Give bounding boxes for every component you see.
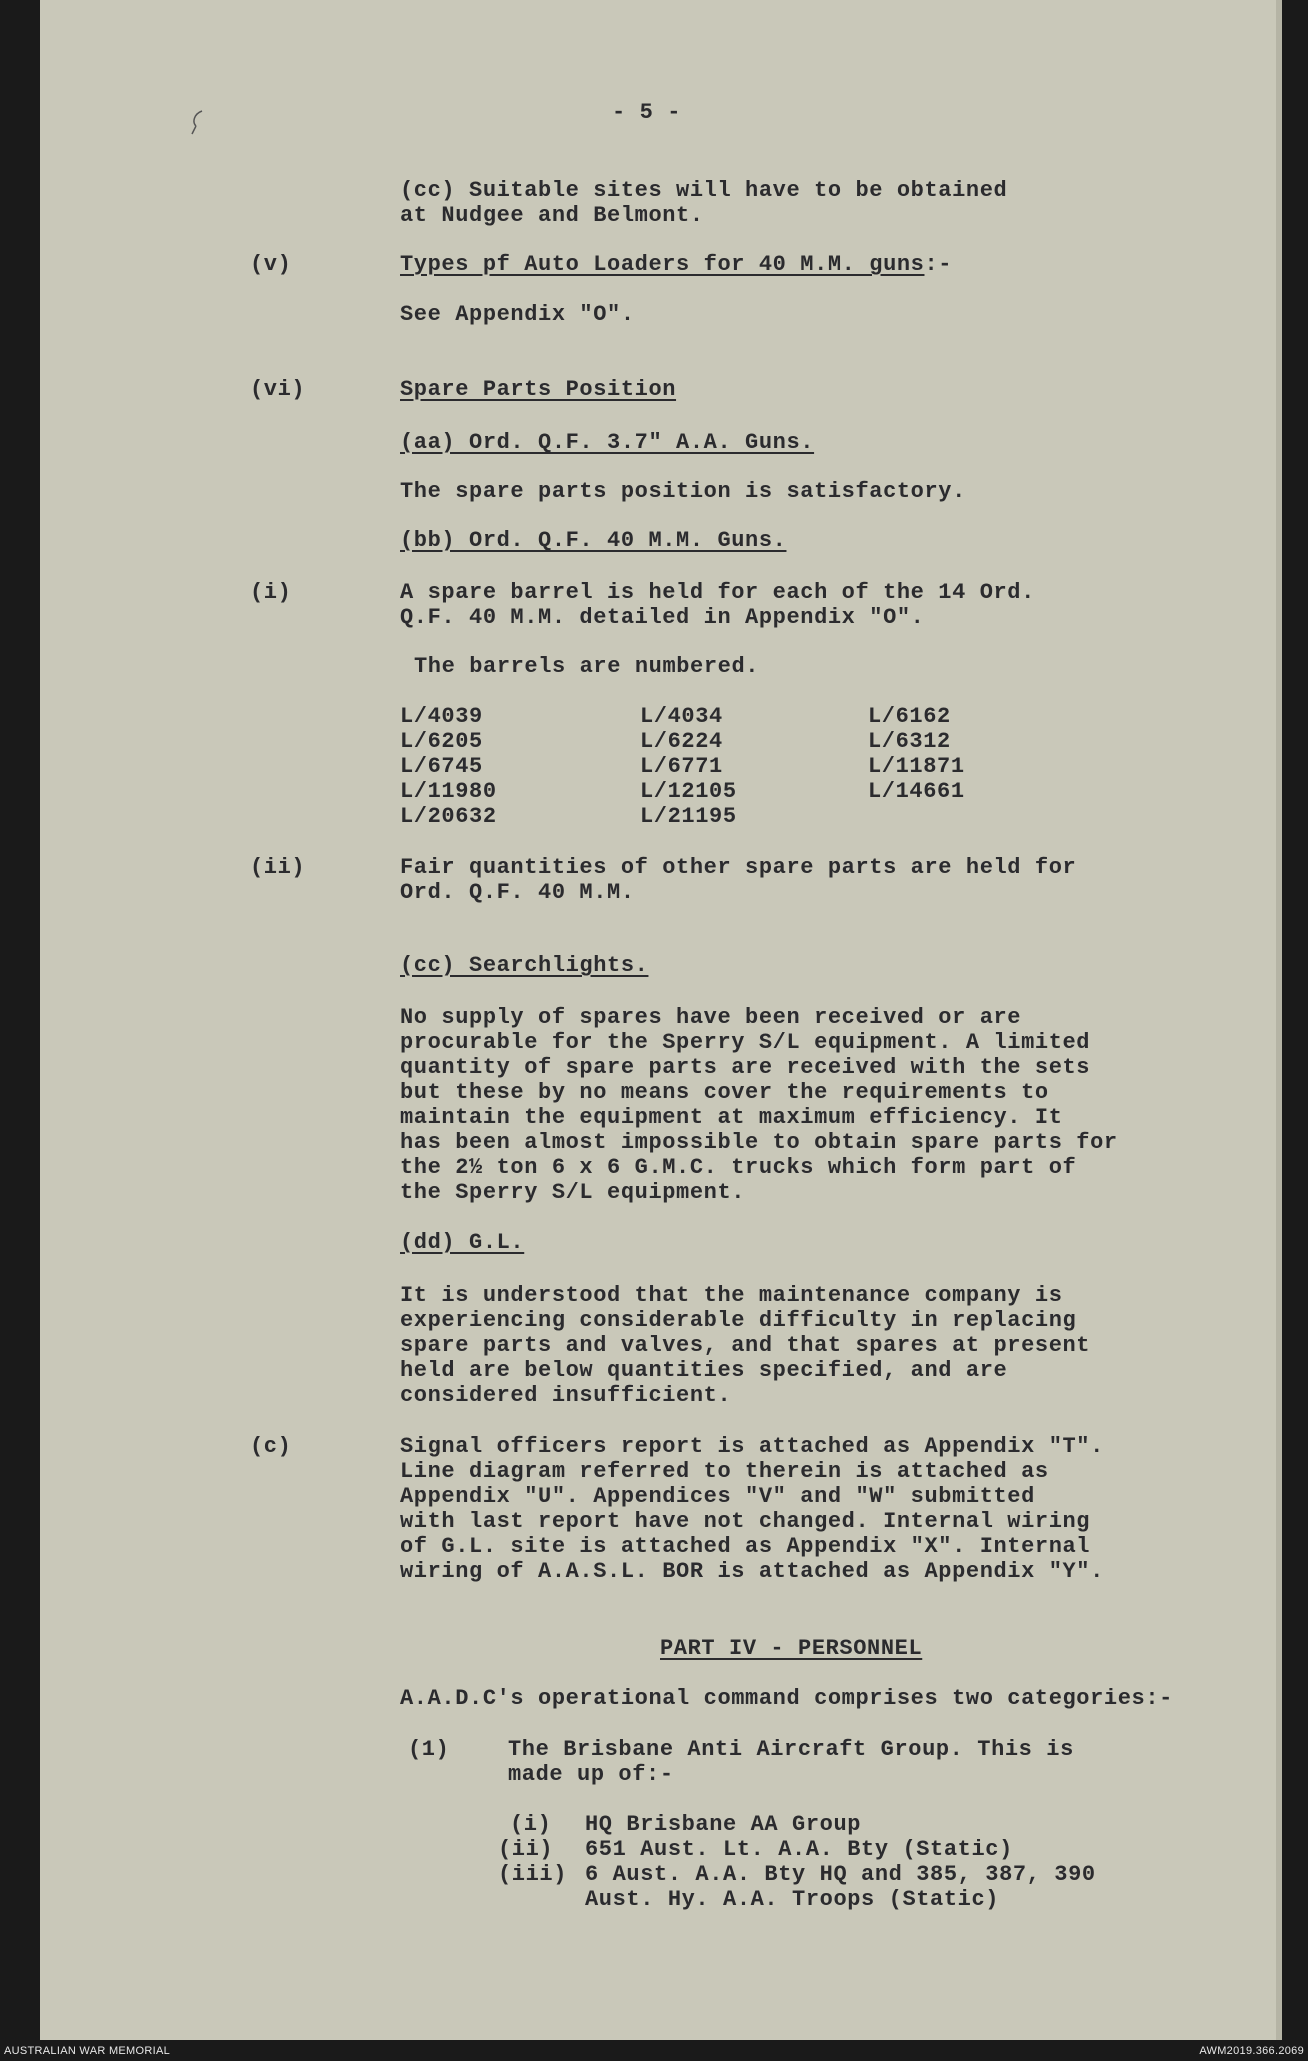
item-ii-line1: Fair quantities of other spare parts are held for (400, 855, 1077, 880)
item-vi-marker: (vi) (250, 377, 306, 402)
barrel-number: L/6312 (868, 729, 951, 754)
sub-item-text: HQ Brisbane AA Group (585, 1812, 862, 1837)
footer-left: AUSTRALIAN WAR MEMORIAL (4, 2045, 171, 2057)
footer-right: AWM2019.366.2069 (1199, 2045, 1304, 2057)
gl-title: (dd) G.L. (400, 1230, 525, 1255)
sub-item-text: Aust. Hy. A.A. Troops (Static) (585, 1887, 1000, 1912)
gl-body: It is understood that the maintenance company is experiencing considerable difficulty in replacing spare parts and valves, and that spares at present held are below quantities specified, and are considered insufficient. (400, 1283, 1091, 1408)
sub-item-marker: (ii) (498, 1837, 554, 1862)
barrels-column-3 (868, 704, 965, 804)
item-i-line1: A spare barrel is held for each of the 14 Ord. (400, 580, 1035, 605)
barrel-number: L/6771 (640, 754, 723, 779)
barrel-number: L/6745 (400, 754, 483, 779)
sub-item-marker: (iii) (498, 1862, 568, 1887)
item-i-line2: Q.F. 40 M.M. detailed in Appendix "O". (400, 605, 925, 630)
barrels-intro: The barrels are numbered. (414, 654, 760, 679)
item-1-line1: The Brisbane Anti Aircraft Group. This is (508, 1737, 1074, 1762)
item-1-line2: made up of:- (508, 1762, 674, 1787)
barrel-number: L/21195 (640, 804, 737, 829)
barrel-number: L/6162 (868, 704, 951, 729)
aa-title: (aa) Ord. Q.F. 3.7" A.A. Guns. (400, 430, 815, 455)
part-iv-heading: PART IV - PERSONNEL (660, 1636, 923, 1661)
barrel-number: L/4039 (400, 704, 483, 729)
aa-body: The spare parts position is satisfactory. (400, 479, 966, 504)
searchlights-title: (cc) Searchlights. (400, 953, 649, 978)
barrel-number: L/6224 (640, 729, 723, 754)
cc-sites-line1: (cc) Suitable sites will have to be obtained (400, 178, 1008, 203)
barrel-number: L/6205 (400, 729, 483, 754)
barrel-number: L/11980 (400, 779, 497, 804)
item-i-marker: (i) (250, 580, 292, 605)
item-ii-line2: Ord. Q.F. 40 M.M. (400, 880, 635, 905)
barrels-column-2 (640, 704, 737, 829)
searchlights-body: No supply of spares have been received or are procurable for the Sperry S/L equipment. A limited quantity of spare parts are received with the sets but these by no means cover the requirements to maintain the equipment at maximum efficiency. It has been almost impossible to obtain spare parts for the 2½ ton 6 x 6 G.M.C. trucks which form part of the Sperry S/L equipment. (400, 1005, 1118, 1205)
barrels-column-1 (400, 704, 497, 829)
sub-item-marker: (i) (510, 1812, 552, 1837)
aadc-command-line: A.A.D.C's operational command comprises two categories:- (400, 1686, 1173, 1711)
item-vi-title: Spare Parts Position (400, 377, 677, 402)
item-v-marker: (v) (250, 252, 292, 277)
item-v-title: Types pf Auto Loaders for 40 M.M. guns:- (400, 252, 953, 277)
barrel-number: L/12105 (640, 779, 737, 804)
barrel-number: L/11871 (868, 754, 965, 779)
barrel-number: L/14661 (868, 779, 965, 804)
barrel-number: L/4034 (640, 704, 723, 729)
signal-report-body: Signal officers report is attached as Appendix "T". Line diagram referred to therein is attached as Appendix "U". Appendices "V" and "W" submitted with last report have not changed. Internal wiring of G.L. site is attached as Appendix "X". Internal wiring of A.A.S.L. BOR is attached as Appendix "Y". (400, 1434, 1104, 1584)
page-number: - 5 - (612, 100, 682, 125)
item-1-marker: (1) (408, 1737, 450, 1762)
barrel-number: L/20632 (400, 804, 497, 829)
bb-title: (bb) Ord. Q.F. 40 M.M. Guns. (400, 528, 787, 553)
item-v-body: See Appendix "O". (400, 302, 635, 327)
sub-item-text: 6 Aust. A.A. Bty HQ and 385, 387, 390 (585, 1862, 1096, 1887)
cc-sites-line2: at Nudgee and Belmont. (400, 203, 704, 228)
item-c-marker: (c) (250, 1434, 292, 1459)
sub-item-text: 651 Aust. Lt. A.A. Bty (Static) (585, 1837, 1013, 1862)
item-ii-marker: (ii) (250, 855, 306, 880)
paper-mark-icon (188, 108, 208, 138)
